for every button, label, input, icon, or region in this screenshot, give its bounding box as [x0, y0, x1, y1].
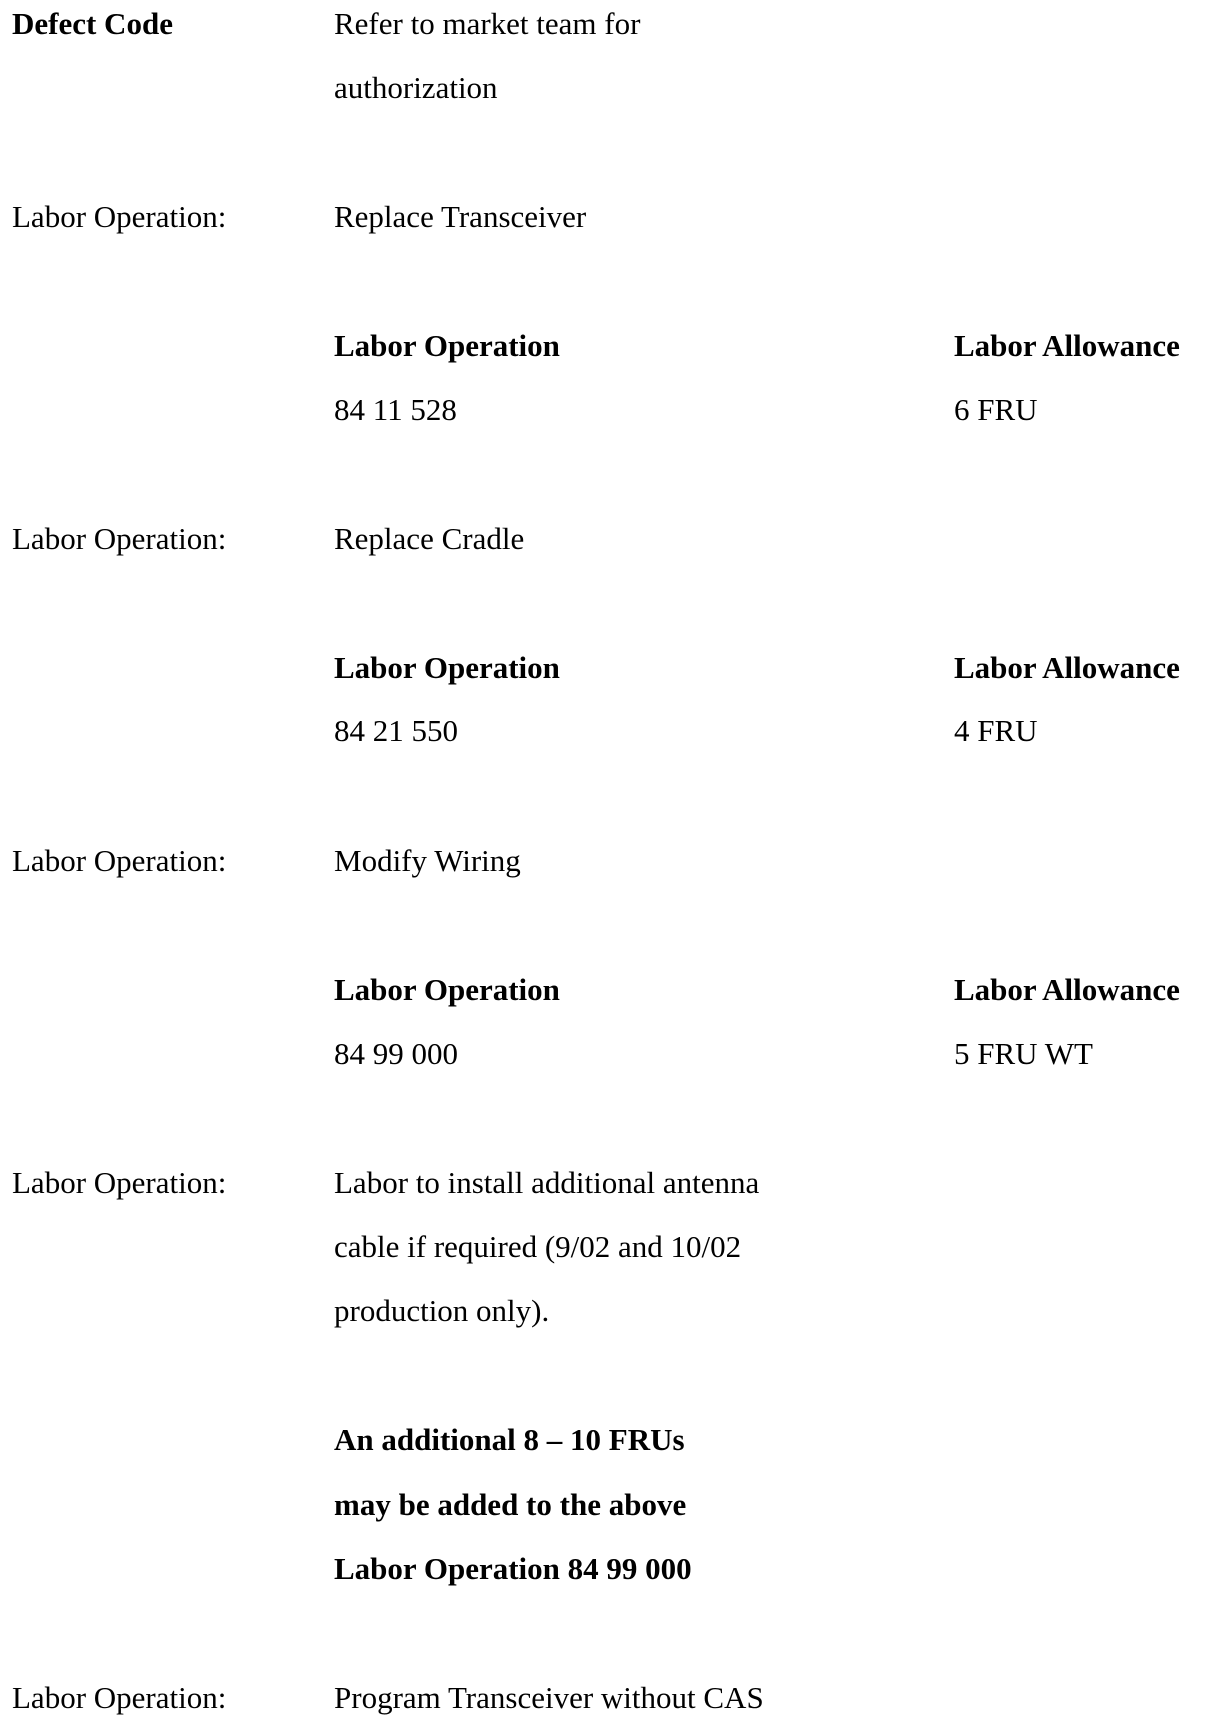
- defect-code-label: Defect Code: [12, 6, 173, 41]
- labor-operation-label: Labor Operation:: [12, 521, 227, 556]
- labor-operation-description-line-3: production only).: [334, 1293, 550, 1328]
- labor-operation-label: Labor Operation:: [12, 199, 227, 234]
- additional-fru-note-line-2: may be added to the above: [334, 1487, 687, 1522]
- labor-operation-column-header: Labor Operation: [334, 972, 560, 1007]
- labor-allowance-column-header: Labor Allowance: [954, 972, 1180, 1007]
- labor-operation-column-header: Labor Operation: [334, 650, 560, 685]
- labor-operation-description: Replace Cradle: [334, 521, 525, 556]
- labor-operation-code: 84 11 528: [334, 392, 457, 427]
- labor-operation-label: Labor Operation:: [12, 843, 227, 878]
- labor-allowance-value: 5 FRU WT: [954, 1036, 1093, 1071]
- labor-allowance-column-header: Labor Allowance: [954, 328, 1180, 363]
- labor-operation-label: Labor Operation:: [12, 1680, 227, 1715]
- additional-fru-note-line-1: An additional 8 – 10 FRUs: [334, 1422, 685, 1457]
- labor-allowance-value: 6 FRU: [954, 392, 1038, 427]
- labor-operation-description: Modify Wiring: [334, 843, 521, 878]
- labor-operation-code: 84 21 550: [334, 713, 458, 748]
- labor-allowance-value: 4 FRU: [954, 713, 1038, 748]
- labor-operation-label: Labor Operation:: [12, 1165, 227, 1200]
- labor-operation-description-line-2: cable if required (9/02 and 10/02: [334, 1229, 742, 1264]
- defect-code-value-line-1: Refer to market team for: [334, 6, 641, 41]
- labor-operation-code: 84 99 000: [334, 1036, 458, 1071]
- labor-operation-description: Replace Transceiver: [334, 199, 587, 234]
- labor-operation-column-header: Labor Operation: [334, 328, 560, 363]
- labor-operation-description: Program Transceiver without CAS: [334, 1680, 764, 1715]
- labor-operation-description-line-1: Labor to install additional antenna: [334, 1165, 760, 1200]
- additional-fru-note-line-3: Labor Operation 84 99 000: [334, 1551, 692, 1586]
- labor-allowance-column-header: Labor Allowance: [954, 650, 1180, 685]
- defect-code-value-line-2: authorization: [334, 70, 498, 105]
